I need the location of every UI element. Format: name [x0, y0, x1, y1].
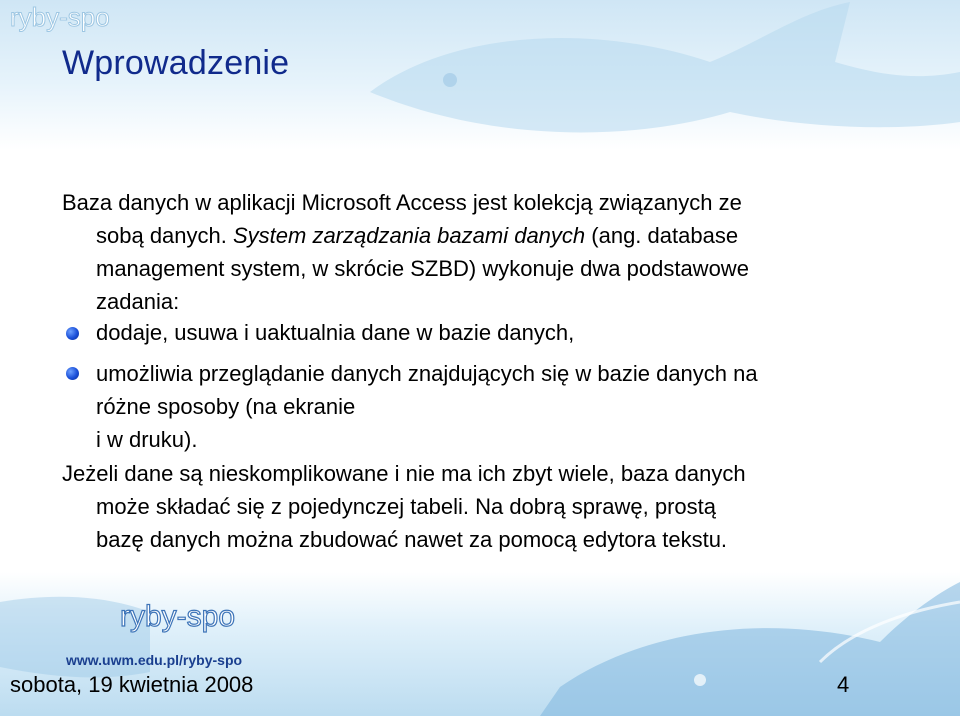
- bullet-2-line-3: i w druku).: [96, 427, 198, 452]
- bullet-icon: [66, 327, 79, 340]
- page-title: Wprowadzenie: [62, 44, 290, 82]
- page-number: 4: [837, 672, 850, 697]
- intro-line-4: zadania:: [96, 289, 180, 314]
- footer-date: sobota, 19 kwietnia 2008: [10, 672, 254, 697]
- closing-paragraph: [62, 457, 912, 556]
- bullet-1-line-1: dodaje, usuwa i uaktualnia dane w bazie danych,: [96, 320, 575, 345]
- closing-line-2: może składać się z pojedynczej tabeli. Na dobrą sprawę, prostą: [96, 494, 716, 519]
- logo-top-text: ryby-spo: [10, 2, 110, 32]
- bullet-icon: [66, 367, 79, 380]
- footer-logo-text: ryby-spo: [120, 600, 236, 633]
- bullet-item-2: [96, 357, 916, 456]
- intro-line-2-normal: sobą danych.: [96, 223, 233, 248]
- footer-logo-icon: [118, 590, 238, 640]
- intro-line-2: [62, 219, 892, 252]
- fish-watermark-icon: [330, 2, 960, 150]
- intro-line-2-italic: System zarządzania bazami danych: [232, 223, 586, 248]
- bullet-item-1: [96, 316, 574, 349]
- bullet-2-line-1: umożliwia przeglądanie danych znajdujących się w bazie danych na: [96, 361, 758, 386]
- closing-line-3: bazę danych można zbudować nawet za pomocą edytora tekstu.: [96, 527, 728, 552]
- footer-url: www.uwm.edu.pl/ryby-spo: [66, 652, 243, 668]
- intro-line-1: Baza danych w aplikacji Microsoft Access jest kolekcją związanych ze: [62, 190, 742, 215]
- logo-top-icon: [8, 2, 138, 34]
- intro-line-2-end: (ang. database: [585, 223, 739, 248]
- intro-line-3: management system, w skrócie SZBD) wykonuje dwa podstawowe: [96, 256, 749, 281]
- bullet-2-line-2: różne sposoby (na ekranie: [96, 394, 356, 419]
- intro-paragraph: [62, 186, 892, 318]
- closing-line-1: Jeżeli dane są nieskomplikowane i nie ma ich zbyt wiele, baza danych: [62, 461, 746, 486]
